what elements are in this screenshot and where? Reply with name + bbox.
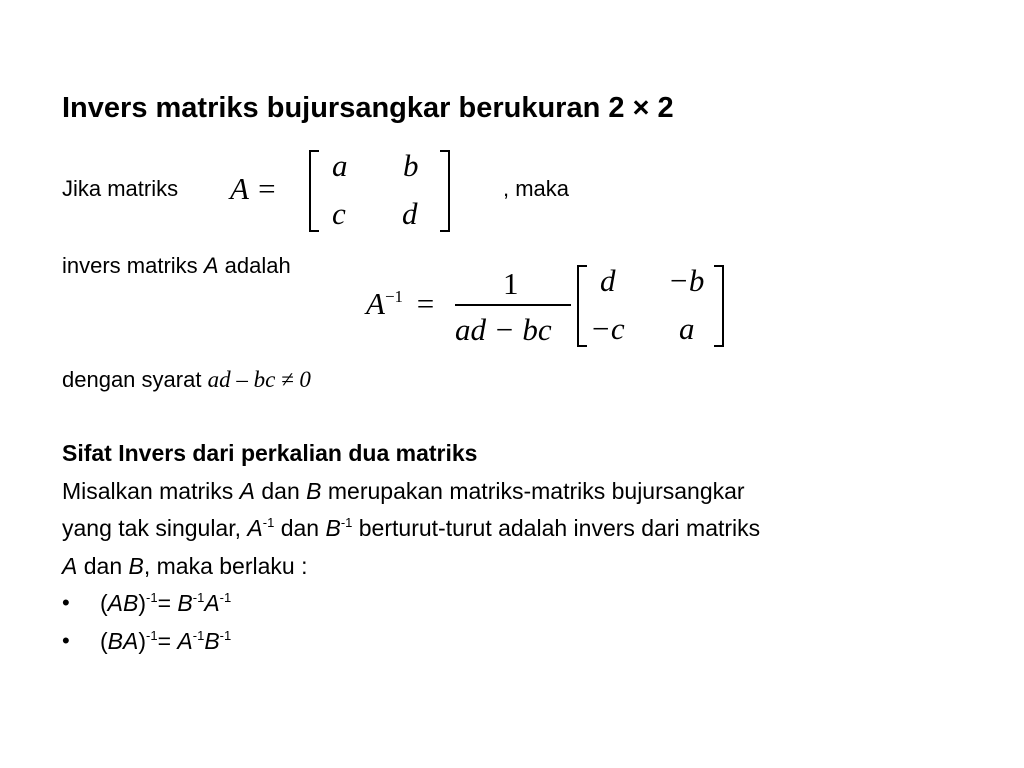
slide-title: Invers matriks bujursangkar berukuran 2 × 2 [62, 92, 674, 124]
matrix-a-label: A = [230, 171, 278, 206]
paragraph-line-2: yang tak singular, $A^{-1}$ dan $B^{-1}$ berturut-turut adalah invers dari matriks [62, 515, 761, 541]
inverse-matrix-cell-11: d [600, 263, 616, 298]
matrix-a-cell-22: d [402, 196, 418, 231]
inverse-matrix-cell-21: −c [590, 311, 625, 346]
matrix-a-lhs [230, 173, 277, 204]
matrix-a-cell-21: c [332, 196, 346, 231]
line-jika-suffix: , maka [503, 176, 570, 201]
inverse-matrix-right-bracket [714, 265, 724, 347]
bullet-item-1: $(AB)^{-1}= B^{-1}A^{-1}$ [100, 590, 232, 616]
matrix-a-left-bracket [309, 150, 319, 232]
condition-expression: ad – bc ≠ 0 [207, 367, 311, 392]
fraction-denominator: ad − bc [455, 312, 552, 347]
matrix-a-cell-12: b [403, 148, 419, 183]
fraction-numerator: 1 [503, 266, 519, 301]
bullet-dot-1: • [62, 590, 70, 615]
condition-prefix: dengan syarat [62, 367, 202, 392]
fraction-bar [455, 304, 571, 306]
inverse-lhs: $A^{-1}$ = [366, 286, 435, 321]
inverse-matrix-left-bracket [577, 265, 587, 347]
inverse-matrix-cell-22: a [679, 311, 695, 346]
paragraph-line-1: Misalkan matriks A dan B merupakan matriks-matriks bujursangkar [62, 478, 745, 504]
condition-line [62, 368, 311, 391]
line-invers-text: invers matriks A adalah [62, 253, 291, 278]
line-jika-prefix: Jika matriks [62, 176, 179, 201]
bullet-dot-2: • [62, 628, 70, 653]
matrix-a-right-bracket [440, 150, 450, 232]
section-heading: Sifat Invers dari perkalian dua matriks [62, 440, 478, 466]
matrix-a-cell-11: a [332, 148, 348, 183]
inverse-matrix-cell-12: −b [668, 263, 705, 298]
paragraph-line-3: A dan B, maka berlaku : [62, 553, 308, 579]
bullet-item-2: $(BA)^{-1}= A^{-1}B^{-1}$ [100, 628, 232, 654]
